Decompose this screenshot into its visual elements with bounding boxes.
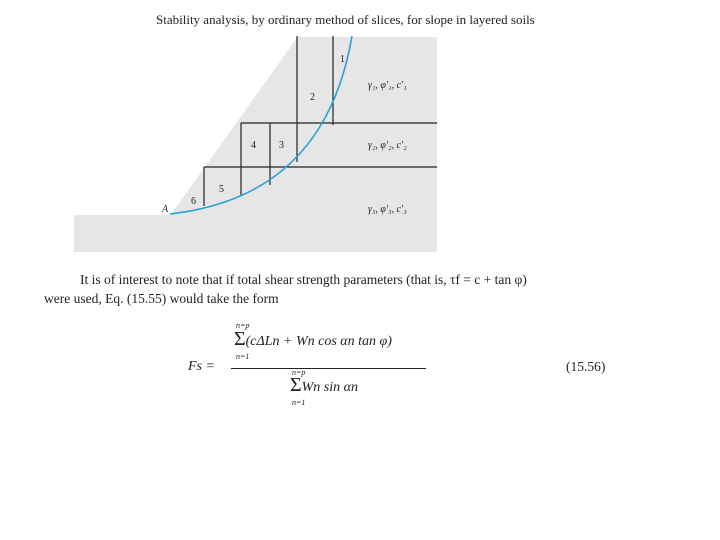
sum-sign: Σ <box>290 374 302 396</box>
equation-lhs: Fs = <box>188 359 215 374</box>
sum-sign: Σ <box>234 328 246 350</box>
slice-label: 5 <box>219 184 224 195</box>
numerator-expression: (cΔLn + Wn cos αn tan φ) <box>245 334 392 349</box>
equation-numerator <box>234 321 392 361</box>
slope-figure <box>0 0 720 260</box>
denominator-expression: Wn sin αn <box>301 380 358 395</box>
layer-label-1: γ₁, φ′₁, c′₁ <box>368 80 407 91</box>
body-paragraph <box>44 270 644 308</box>
slice-label: 1 <box>340 54 345 65</box>
slice-label: 4 <box>251 140 256 151</box>
layer-label-3: γ₃, φ′₃, c′₃ <box>368 204 407 215</box>
slice-label: 6 <box>191 196 196 207</box>
sum-lower-limit: n=1 <box>236 352 250 361</box>
sum-lower-limit: n=1 <box>292 398 306 407</box>
paragraph-line-1: It is of interest to note that if total shear strength parameters (that is, τf = c + tan φ) <box>80 272 527 287</box>
equation-number: (15.56) <box>566 359 606 374</box>
sum-upper-limit: n=p <box>236 321 250 330</box>
slice-label: 3 <box>279 140 284 151</box>
equation-denominator <box>290 368 358 407</box>
paragraph-line-2: were used, Eq. (15.55) would take the form <box>44 291 279 306</box>
figure-caption: Stability analysis, by ordinary method of slices, for slope in layered soils <box>156 12 535 27</box>
fraction-bar <box>231 368 426 369</box>
slice-label: 2 <box>310 92 315 103</box>
sum-upper-limit: n=p <box>292 368 306 377</box>
layer-label-2: γ₂, φ′₂, c′₂ <box>368 140 407 151</box>
point-label-a: A <box>162 204 169 215</box>
